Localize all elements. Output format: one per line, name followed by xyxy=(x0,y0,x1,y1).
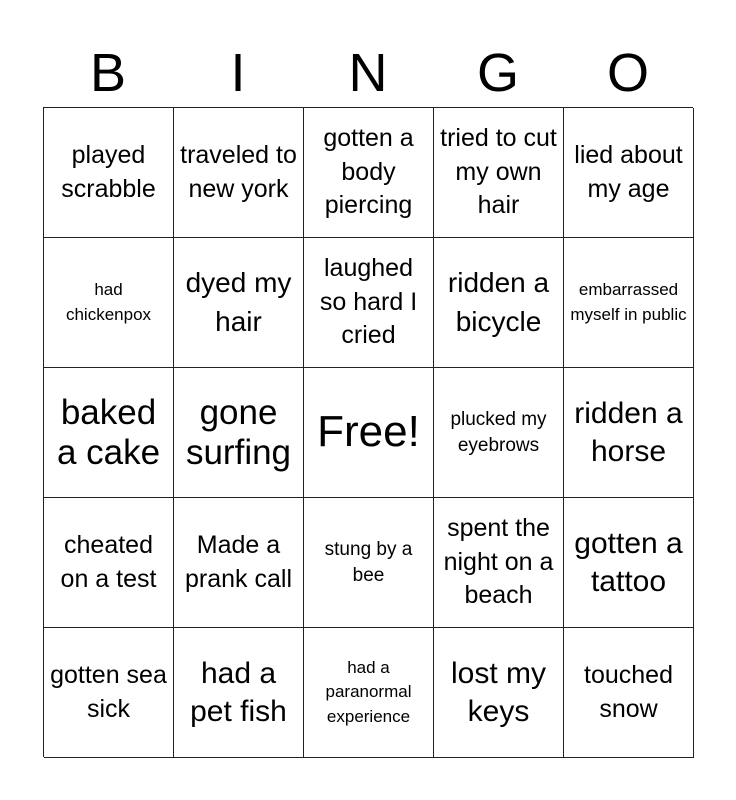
bingo-cell[interactable] xyxy=(174,628,304,758)
header-letter-g: G xyxy=(476,43,519,103)
cell-text: gotten a tattoo xyxy=(574,527,683,598)
header-letter-n: N xyxy=(348,43,388,103)
cell-text: lost my keys xyxy=(450,657,546,728)
cell-text: stung by a bee xyxy=(324,538,413,586)
cell-text: Free! xyxy=(317,407,420,457)
cell-text: tried to cut my own hair xyxy=(440,123,557,220)
cell-text: plucked my eyebrows xyxy=(450,408,547,456)
bingo-cell[interactable] xyxy=(434,238,564,368)
bingo-cell[interactable] xyxy=(44,108,174,238)
bingo-cell[interactable] xyxy=(304,628,434,758)
cell-text: baked a cake xyxy=(56,392,161,472)
bingo-cell[interactable] xyxy=(44,368,174,498)
bingo-cell[interactable] xyxy=(564,238,694,368)
cell-text: gotten sea sick xyxy=(50,660,167,723)
bingo-cell[interactable] xyxy=(564,628,694,758)
bingo-cell[interactable] xyxy=(434,498,564,628)
cell-text: dyed my hair xyxy=(185,266,292,337)
cell-text: had a paranormal experience xyxy=(325,657,412,726)
bingo-cell[interactable] xyxy=(44,498,174,628)
bingo-cell[interactable] xyxy=(174,498,304,628)
bingo-cell[interactable] xyxy=(304,238,434,368)
bingo-cell[interactable] xyxy=(304,108,434,238)
free-cell[interactable] xyxy=(304,368,434,498)
cell-text: Made a prank call xyxy=(185,530,292,593)
bingo-cell[interactable] xyxy=(564,368,694,498)
bingo-cell[interactable] xyxy=(174,238,304,368)
cell-text: ridden a horse xyxy=(574,397,683,468)
cell-text: gotten a body piercing xyxy=(323,123,414,220)
bingo-cell[interactable] xyxy=(44,238,174,368)
cell-text: ridden a bicycle xyxy=(447,266,550,337)
bingo-cell[interactable] xyxy=(434,108,564,238)
cell-text: touched snow xyxy=(584,660,673,723)
header-letter-b: B xyxy=(89,43,127,103)
bingo-cell[interactable] xyxy=(434,628,564,758)
bingo-cell[interactable] xyxy=(174,368,304,498)
bingo-cell[interactable] xyxy=(564,498,694,628)
bingo-cell[interactable] xyxy=(174,108,304,238)
cell-text: gone surfing xyxy=(185,392,292,472)
bingo-cell[interactable] xyxy=(304,498,434,628)
bingo-cell[interactable] xyxy=(44,628,174,758)
header-letter-i: I xyxy=(230,43,246,103)
bingo-cell[interactable] xyxy=(434,368,564,498)
bingo-cell[interactable] xyxy=(564,108,694,238)
header-letter-o: O xyxy=(606,43,649,103)
cell-text: had chickenpox xyxy=(65,279,152,324)
cell-text: traveled to new york xyxy=(180,140,297,203)
cell-text: laughed so hard I cried xyxy=(319,253,418,350)
cell-text: embarrassed myself in public xyxy=(570,279,687,324)
bingo-header xyxy=(43,40,693,106)
cell-text: spent the night on a beach xyxy=(443,513,554,610)
bingo-board xyxy=(43,107,693,757)
cell-text: lied about my age xyxy=(574,140,683,203)
cell-text: cheated on a test xyxy=(60,530,157,593)
cell-text: played scrabble xyxy=(61,140,156,203)
cell-text: had a pet fish xyxy=(190,657,287,728)
